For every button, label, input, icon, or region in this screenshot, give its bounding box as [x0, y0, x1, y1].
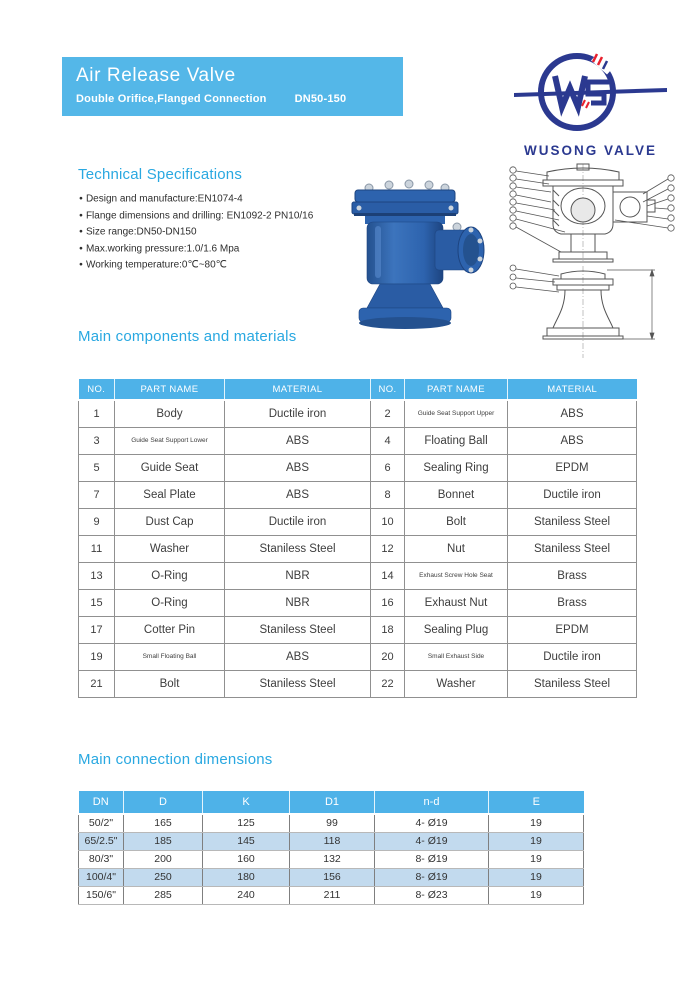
cell-d: 200 [124, 850, 203, 868]
table-row [79, 535, 637, 562]
page-title: Air Release Valve [76, 65, 236, 86]
cell-d1: 118 [290, 832, 375, 850]
cell-no: 19 [79, 643, 115, 670]
valve-cross-section-drawing [503, 158, 683, 363]
cell-no: 12 [371, 535, 405, 562]
col-header-no: NO. [79, 379, 115, 400]
spec-item: ● Flange dimensions and drilling: EN1092-2 PN10/16 [79, 208, 313, 225]
cell-d1: 99 [290, 814, 375, 832]
cell-nd: 8- Ø19 [375, 850, 489, 868]
cell-nd: 4- Ø19 [375, 814, 489, 832]
cell-dn: 50/2" [79, 814, 124, 832]
cell-material: Staniless Steel [508, 670, 637, 697]
cell-part-name: Guide Seat Support Upper [405, 400, 508, 427]
cell-material: EPDM [508, 454, 637, 481]
components-body [79, 400, 637, 697]
cell-nd: 8- Ø19 [375, 868, 489, 886]
cell-part-name: Bolt [405, 508, 508, 535]
cell-no: 3 [79, 427, 115, 454]
brand-logo [498, 40, 683, 158]
cell-material: Ductile iron [508, 643, 637, 670]
col-header-d: D [124, 791, 203, 814]
cell-part-name: Guide Seat [115, 454, 225, 481]
cell-part-name: Guide Seat Support Lower [115, 427, 225, 454]
table-row [79, 427, 637, 454]
cell-part-name: Floating Ball [405, 427, 508, 454]
col-header-nd: n-d [375, 791, 489, 814]
cell-no: 17 [79, 616, 115, 643]
cell-nd: 4- Ø19 [375, 832, 489, 850]
cell-d: 185 [124, 832, 203, 850]
cell-no: 5 [79, 454, 115, 481]
spec-item: ● Max.working pressure:1.0/1.6 Mpa [79, 241, 313, 258]
cell-part-name: Body [115, 400, 225, 427]
cell-material: Staniless Steel [225, 616, 371, 643]
dimensions-header-row [79, 791, 584, 814]
table-row [79, 850, 584, 868]
cell-dn: 80/3" [79, 850, 124, 868]
components-header-row [79, 379, 637, 400]
cell-part-name: Exhaust Nut [405, 589, 508, 616]
cell-k: 180 [203, 868, 290, 886]
cell-k: 240 [203, 886, 290, 904]
valve-product-photo [345, 172, 495, 332]
cell-no: 10 [371, 508, 405, 535]
cell-no: 15 [79, 589, 115, 616]
section-heading-specs: Technical Specifications [78, 166, 243, 183]
col-header-dn: DN [79, 791, 124, 814]
cell-no: 8 [371, 481, 405, 508]
table-row [79, 562, 637, 589]
spec-item: ● Design and manufacture:EN1074-4 [79, 191, 313, 208]
dimensions-table [78, 791, 584, 905]
col-header-material: MATERIAL [508, 379, 637, 400]
cell-part-name: Sealing Plug [405, 616, 508, 643]
cell-part-name: Cotter Pin [115, 616, 225, 643]
cell-e: 19 [489, 832, 584, 850]
cell-d1: 132 [290, 850, 375, 868]
cell-no: 7 [79, 481, 115, 508]
cell-material: Staniless Steel [508, 508, 637, 535]
cell-material: NBR [225, 562, 371, 589]
spec-list [79, 191, 313, 274]
table-row [79, 454, 637, 481]
product-size-range: DN50-150 [294, 93, 347, 105]
cell-no: 14 [371, 562, 405, 589]
wusong-logo-icon [511, 40, 670, 136]
cell-material: Staniless Steel [225, 670, 371, 697]
cell-material: ABS [225, 427, 371, 454]
spec-item: ● Working temperature:0℃~80℃ [79, 257, 313, 274]
cell-material: ABS [508, 400, 637, 427]
col-header-d1: D1 [290, 791, 375, 814]
cell-material: Brass [508, 589, 637, 616]
cell-part-name: Small Floating Ball [115, 643, 225, 670]
product-title-box [62, 57, 403, 116]
cell-d: 285 [124, 886, 203, 904]
cell-k: 125 [203, 814, 290, 832]
cell-no: 20 [371, 643, 405, 670]
cell-d: 250 [124, 868, 203, 886]
col-header-part-name: PART NAME [405, 379, 508, 400]
table-row [79, 589, 637, 616]
cell-dn: 100/4" [79, 868, 124, 886]
table-row [79, 643, 637, 670]
spec-item: ● Size range:DN50-DN150 [79, 224, 313, 241]
cell-no: 13 [79, 562, 115, 589]
table-row [79, 616, 637, 643]
cell-d1: 156 [290, 868, 375, 886]
cell-d1: 211 [290, 886, 375, 904]
cell-material: Ductile iron [225, 400, 371, 427]
cell-no: 18 [371, 616, 405, 643]
cell-part-name: O-Ring [115, 589, 225, 616]
cell-no: 4 [371, 427, 405, 454]
dimensions-body [79, 814, 584, 904]
cell-material: Brass [508, 562, 637, 589]
cell-part-name: Sealing Ring [405, 454, 508, 481]
cell-dn: 150/6" [79, 886, 124, 904]
col-header-k: K [203, 791, 290, 814]
cell-e: 19 [489, 850, 584, 868]
col-header-no: NO. [371, 379, 405, 400]
table-row [79, 886, 584, 904]
cell-part-name: Small Exhaust Side [405, 643, 508, 670]
cell-no: 22 [371, 670, 405, 697]
cell-part-name: Dust Cap [115, 508, 225, 535]
cell-no: 2 [371, 400, 405, 427]
brand-name: WUSONG VALVE [523, 143, 657, 158]
cell-material: ABS [225, 643, 371, 670]
cell-no: 9 [79, 508, 115, 535]
table-row [79, 868, 584, 886]
cell-part-name: Seal Plate [115, 481, 225, 508]
cell-k: 160 [203, 850, 290, 868]
cell-dn: 65/2.5" [79, 832, 124, 850]
col-header-material: MATERIAL [225, 379, 371, 400]
cell-part-name: Exhaust Screw Hole Seat [405, 562, 508, 589]
cell-part-name: Bonnet [405, 481, 508, 508]
cell-material: EPDM [508, 616, 637, 643]
cell-material: Ductile iron [225, 508, 371, 535]
cell-k: 145 [203, 832, 290, 850]
table-row [79, 832, 584, 850]
cell-e: 19 [489, 868, 584, 886]
table-row [79, 670, 637, 697]
col-header-e: E [489, 791, 584, 814]
cell-material: ABS [225, 454, 371, 481]
cell-material: Staniless Steel [508, 535, 637, 562]
cell-part-name: Bolt [115, 670, 225, 697]
cell-part-name: O-Ring [115, 562, 225, 589]
cell-material: ABS [225, 481, 371, 508]
section-heading-components: Main components and materials [78, 328, 297, 345]
cell-material: ABS [508, 427, 637, 454]
components-table [78, 379, 637, 698]
cell-part-name: Washer [405, 670, 508, 697]
cell-e: 19 [489, 886, 584, 904]
product-subtitle: Double Orifice,Flanged Connection [76, 93, 267, 105]
cell-material: Staniless Steel [225, 535, 371, 562]
cell-material: NBR [225, 589, 371, 616]
table-row [79, 508, 637, 535]
cell-no: 16 [371, 589, 405, 616]
table-row [79, 400, 637, 427]
cell-part-name: Washer [115, 535, 225, 562]
section-heading-dimensions: Main connection dimensions [78, 751, 273, 768]
table-row [79, 481, 637, 508]
cell-no: 11 [79, 535, 115, 562]
cell-nd: 8- Ø23 [375, 886, 489, 904]
table-row [79, 814, 584, 832]
cell-no: 21 [79, 670, 115, 697]
cell-no: 6 [371, 454, 405, 481]
col-header-part-name: PART NAME [115, 379, 225, 400]
cell-d: 165 [124, 814, 203, 832]
cell-no: 1 [79, 400, 115, 427]
cell-material: Ductile iron [508, 481, 637, 508]
cell-e: 19 [489, 814, 584, 832]
cell-part-name: Nut [405, 535, 508, 562]
